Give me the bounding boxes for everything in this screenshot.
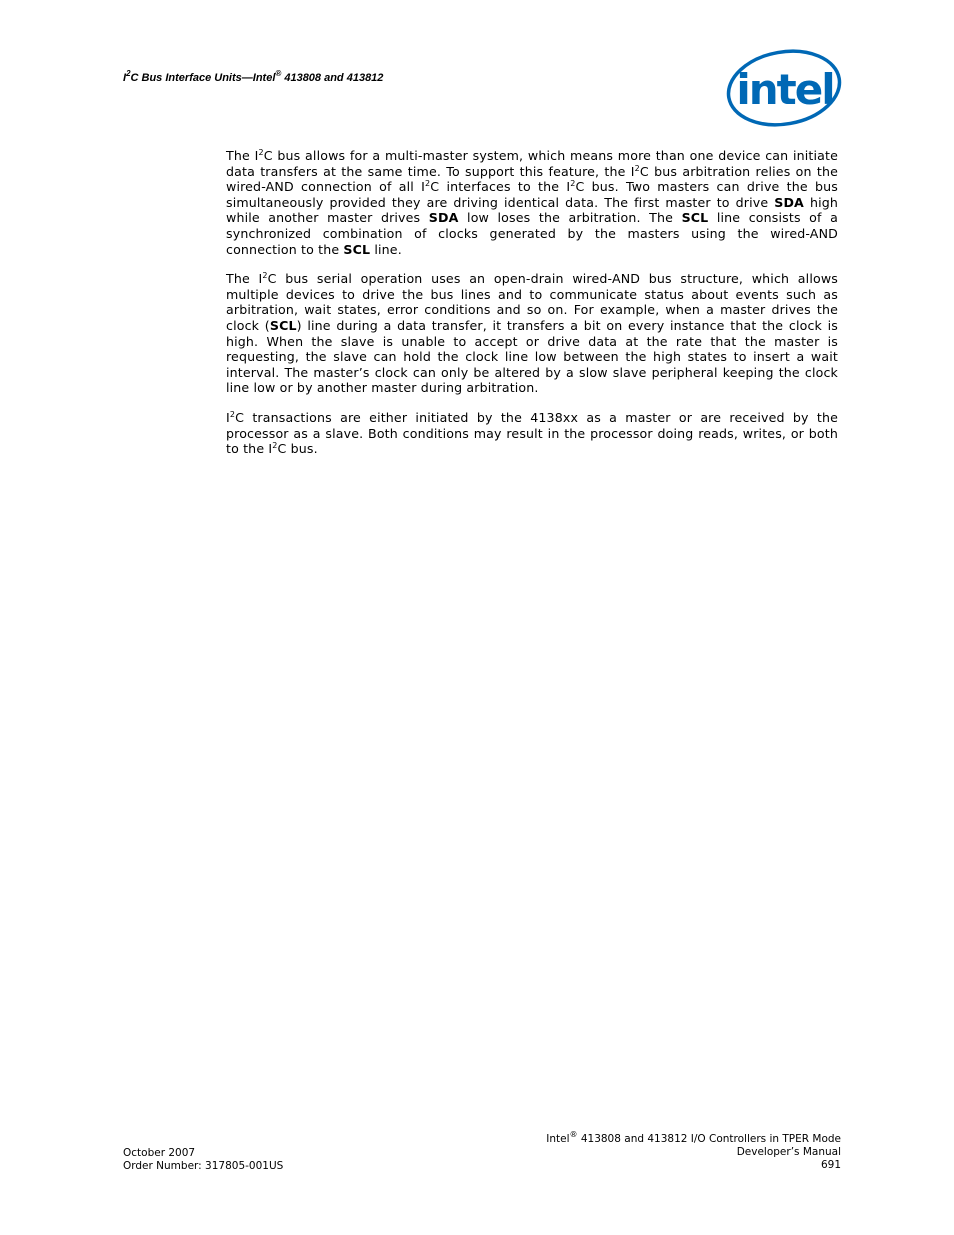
- footer-order-number: Order Number: 317805-001US: [123, 1160, 284, 1172]
- intel-logo-wordmark: intel: [736, 65, 834, 114]
- intel-logo: [724, 46, 844, 130]
- paragraph-transactions: $I^2C$ transactions are either initiated by the 4138xx as a master or are received by the processor as a slave. Both conditions may result in the processor doing reads, writes, or both to the $I^2C$ bus.: [226, 409, 838, 457]
- body-text: [226, 148, 838, 471]
- page-number: 691: [820, 1159, 841, 1171]
- footer-manual-subtitle: Developer’s Manual: [736, 1146, 841, 1158]
- running-header: $I^2C$ Bus Interface Units—Intel® 413808 and 413812: [123, 69, 384, 84]
- paragraph-multi-master: The $I^2C$ bus allows for a multi-master system, which means more than one device can initiate data transfers at the same time. To support this feature, the $I^2C$ bus arbitration relies on the wired-AND connection of all $I^2C$ interfaces to the $I^2C$ bus. Two masters can drive the bus simultaneously provided they are driving identical data. The first master to drive SDA high while another master drives SDA low loses the arbitration. The SCL line consists of a synchronized combination of clocks generated by the masters using the wired-AND connection to the SCL line.: [226, 148, 839, 257]
- footer-right: [546, 1130, 841, 1172]
- footer-manual-title: Intel® 413808 and 413812 I/O Controllers in TPER Mode: [546, 1130, 841, 1145]
- footer-date: October 2007: [123, 1147, 196, 1159]
- paragraph-serial-operation: The $I^2C$ bus serial operation uses an open-drain wired-AND bus structure, which allows multiple devices to drive the bus lines and to communicate status about events such as arbitration, wait states, error conditions and so on. For example, when a master drives the clock (SCL) line during a data transfer, it transfers a bit on every instance that the clock is high. When the slave is unable to accept or drive data at the rate that the master is requesting, the slave can hold the clock line low between the high states to insert a wait interval. The master’s clock can only be altered by a slow slave peripheral keeping the clock line low or by another master during arbitration.: [226, 271, 839, 396]
- intel-logo-graphic: [724, 46, 844, 130]
- footer-left: [123, 1147, 283, 1173]
